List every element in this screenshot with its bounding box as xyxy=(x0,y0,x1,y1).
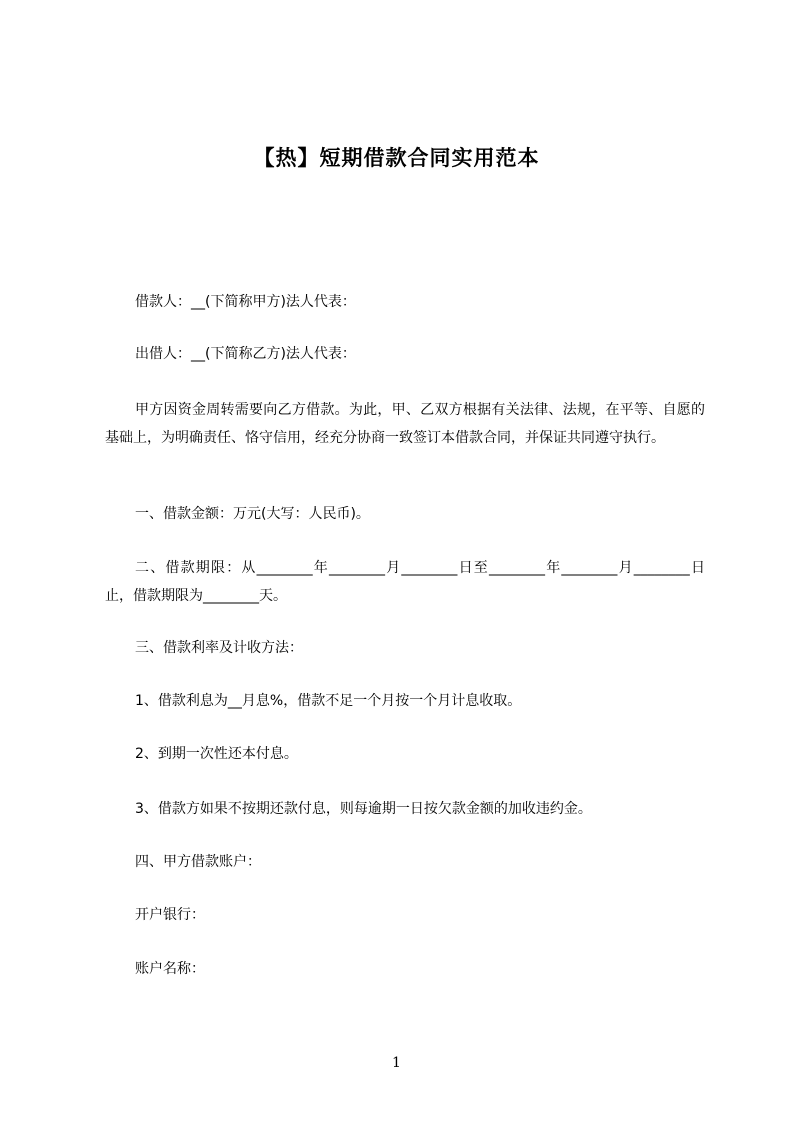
clause-interest-item-1: 1、借款利息为__月息%，借款不足一个月按一个月计息收取。 xyxy=(135,693,522,709)
clause-interest-heading: 三、借款利率及计收方法： xyxy=(135,640,303,656)
borrower-line: 借款人：__(下简称甲方)法人代表： xyxy=(135,294,356,310)
lender-line: 出借人：__(下简称乙方)法人代表： xyxy=(135,346,356,362)
page-number: 1 xyxy=(392,1055,401,1071)
clause-loan-amount: 一、借款金额：万元(大写：人民币)。 xyxy=(135,506,370,522)
clause-interest-item-3: 3、借款方如果不按期还款付息，则每逾期一日按欠款金额的加收违约金。 xyxy=(135,801,592,817)
bank-name-line: 开户银行： xyxy=(135,907,205,923)
clause-account-heading: 四、甲方借款账户： xyxy=(135,854,261,870)
account-name-line: 账户名称： xyxy=(135,961,205,977)
preamble-paragraph: 甲方因资金周转需要向乙方借款。为此，甲、乙双方根据有关法律、法规，在平等、自愿的基础上，为明确责任、恪守信用，经充分协商一致签订本借款合同，并保证共同遵守执行。 xyxy=(105,402,705,446)
document-title: 【热】短期借款合同实用范本 xyxy=(253,146,540,170)
clause-loan-term: 二、借款期限：从________年________月________日至________年________月________日止，借款期限为________天。 xyxy=(105,560,705,604)
clause-interest-item-2: 2、到期一次性还本付息。 xyxy=(135,746,298,762)
